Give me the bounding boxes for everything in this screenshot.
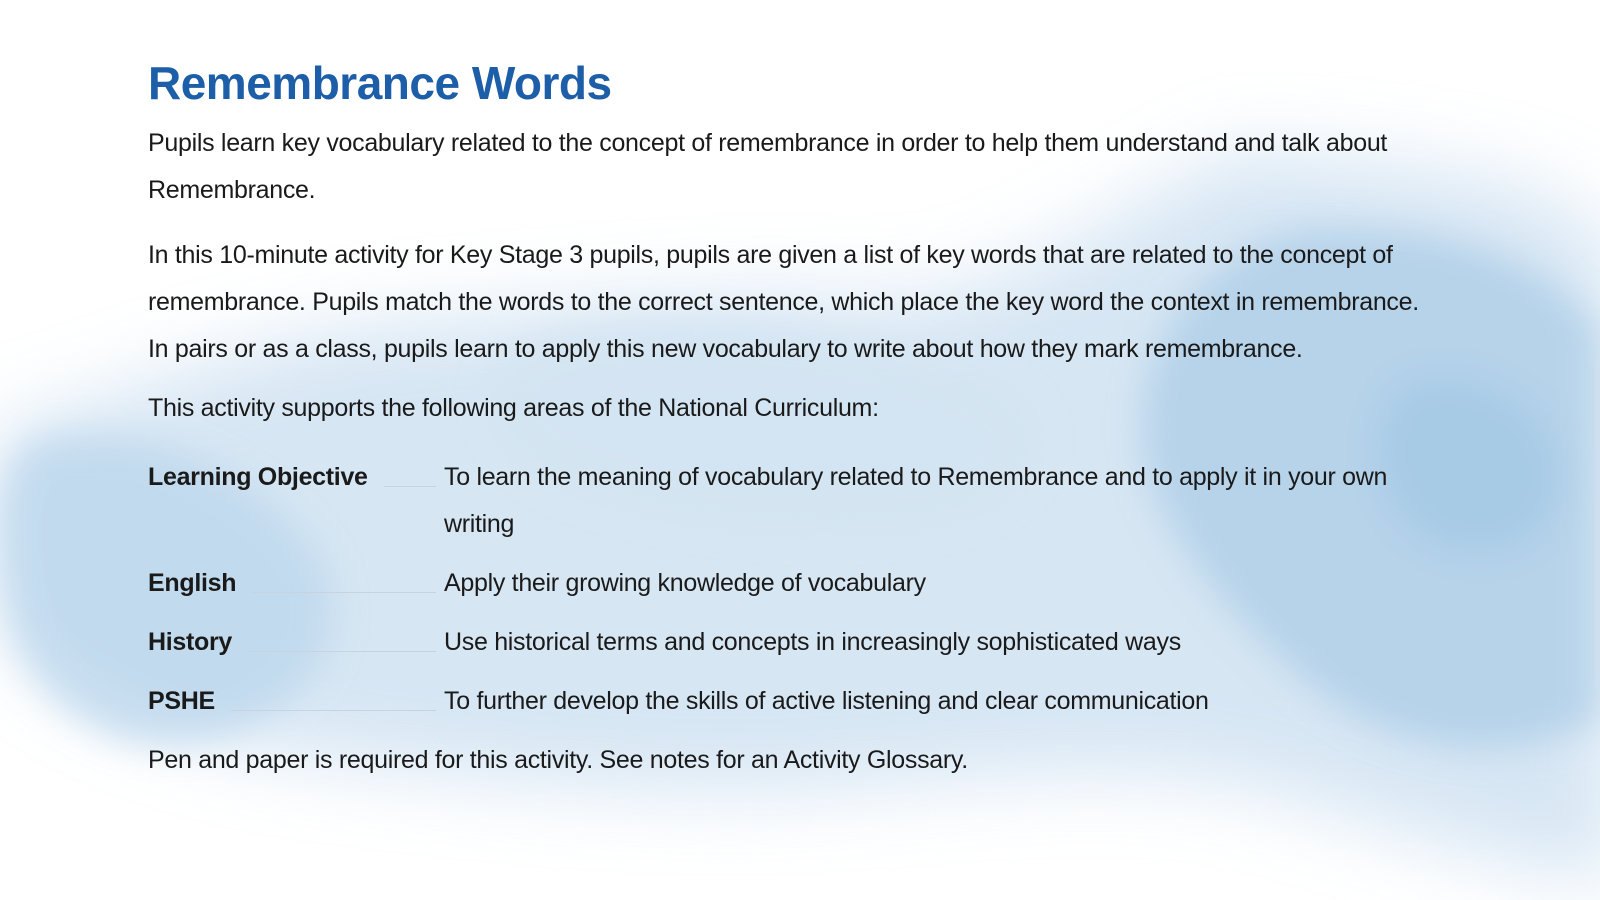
- divider-rule: [384, 486, 436, 487]
- divider-rule: [231, 710, 436, 711]
- curriculum-objectives-list: [148, 454, 1438, 725]
- description-paragraph: In this 10-minute activity for Key Stage 3 pupils, pupils are given a list of key words that are related to the concept of remembrance. Pupils match the words to the correct sentence, which place the key word the context in remembrance. In pairs or as a class, pupils learn to apply this new vocabulary to write about how they mark remembrance.: [148, 241, 1419, 363]
- slide-content: [148, 52, 1438, 784]
- objective-row-learning-objective: [148, 454, 1438, 548]
- objective-row-english: [148, 560, 1438, 607]
- curriculum-intro: This activity supports the following areas of the National Curriculum:: [148, 394, 879, 422]
- objective-text: Apply their growing knowledge of vocabulary: [444, 569, 926, 597]
- objective-label: PSHE: [148, 687, 215, 715]
- objective-text: Use historical terms and concepts in increasingly sophisticated ways: [444, 628, 1181, 656]
- page-title: Remembrance Words: [148, 57, 612, 109]
- objective-text: To further develop the skills of active listening and clear communication: [444, 687, 1209, 715]
- objective-label: Learning Objective: [148, 463, 368, 491]
- objective-label: History: [148, 628, 233, 656]
- divider-rule: [252, 592, 436, 593]
- objective-row-history: [148, 619, 1438, 666]
- objective-label: English: [148, 569, 237, 597]
- intro-paragraph: Pupils learn key vocabulary related to the concept of remembrance in order to help them understand and talk about Remembrance.: [148, 129, 1388, 204]
- objective-text: To learn the meaning of vocabulary related to Remembrance and to apply it in your own writing: [444, 463, 1388, 538]
- divider-rule: [248, 651, 436, 652]
- objective-row-pshe: [148, 678, 1438, 725]
- footer-note: Pen and paper is required for this activity. See notes for an Activity Glossary.: [148, 746, 968, 774]
